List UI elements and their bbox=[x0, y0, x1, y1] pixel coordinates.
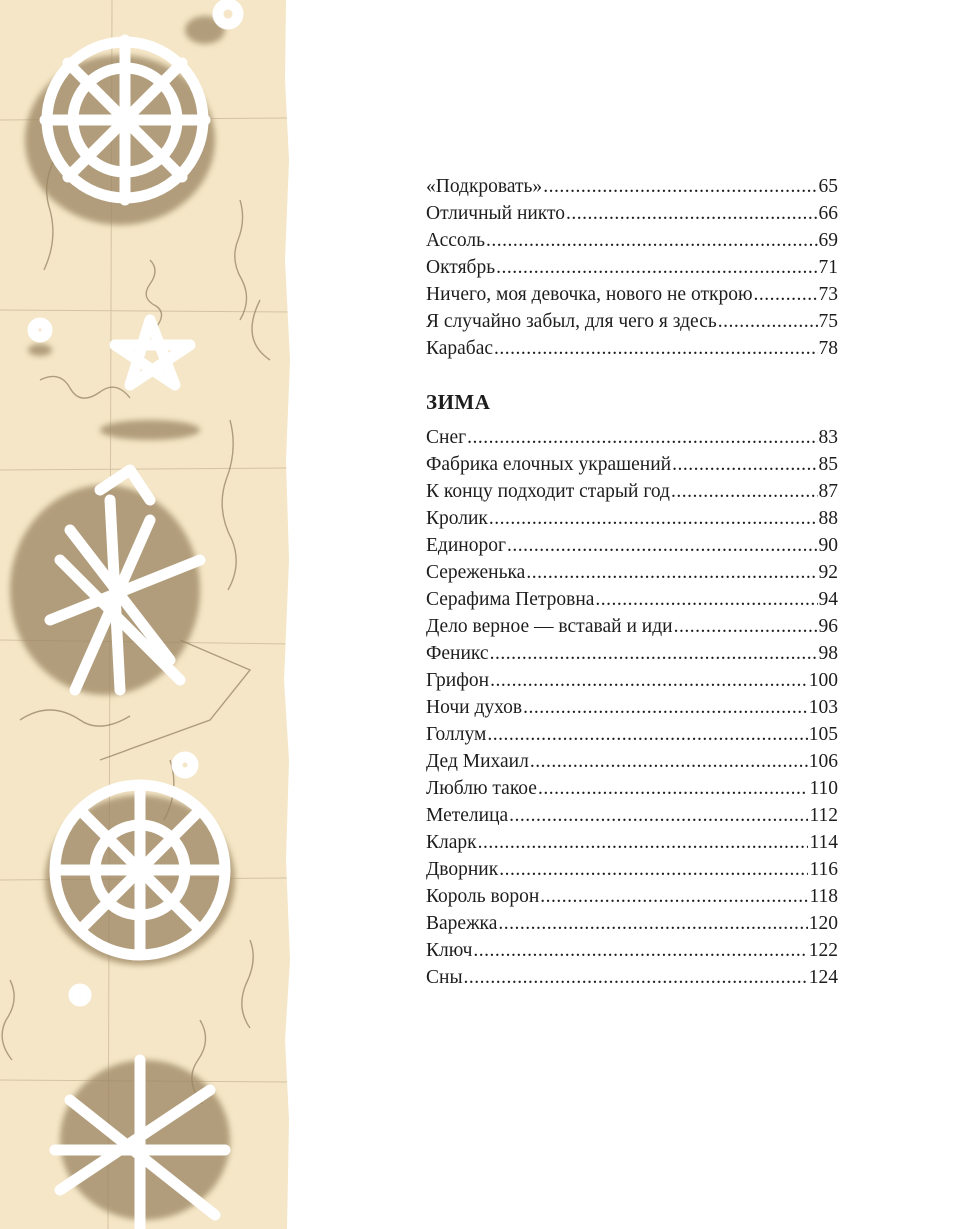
dot-leader bbox=[473, 937, 807, 964]
toc-entry-page: 112 bbox=[809, 805, 838, 826]
toc-entry-title: Кролик bbox=[426, 508, 488, 529]
toc-entry-page: 88 bbox=[818, 508, 838, 529]
toc-entry[interactable] bbox=[426, 335, 838, 362]
toc-entry-title: К концу подходит старый год bbox=[426, 481, 670, 502]
toc-entry-title: Карабас bbox=[426, 338, 494, 359]
toc-entry[interactable] bbox=[426, 937, 838, 964]
toc-entry-page: 114 bbox=[809, 832, 838, 853]
dot-leader bbox=[486, 227, 817, 254]
toc-entry-title: Сереженька bbox=[426, 562, 526, 583]
toc-entry-title: Король ворон bbox=[426, 886, 540, 907]
toc-entry-title: Октябрь bbox=[426, 257, 496, 278]
toc-entry[interactable] bbox=[426, 748, 838, 775]
toc-entry[interactable] bbox=[426, 775, 838, 802]
toc-entry[interactable] bbox=[426, 532, 838, 559]
toc-entry[interactable] bbox=[426, 424, 838, 451]
toc-entry[interactable] bbox=[426, 613, 838, 640]
toc-entry[interactable] bbox=[426, 721, 838, 748]
toc-entry-title: Ночи духов bbox=[426, 697, 523, 718]
toc-entry-page: 85 bbox=[818, 454, 838, 475]
toc-entry[interactable] bbox=[426, 802, 838, 829]
dot-leader bbox=[490, 640, 818, 667]
dot-leader bbox=[754, 281, 818, 308]
toc-entry-page: 71 bbox=[818, 257, 838, 278]
toc-entry-title: Дед Михаил bbox=[426, 751, 529, 772]
dot-leader bbox=[496, 254, 817, 281]
toc-entry[interactable] bbox=[426, 694, 838, 721]
toc-entry-page: 66 bbox=[818, 203, 838, 224]
dot-leader bbox=[509, 802, 808, 829]
toc-entry-page: 110 bbox=[809, 778, 838, 799]
table-of-contents bbox=[426, 173, 838, 991]
dot-leader bbox=[543, 173, 817, 200]
dot-leader bbox=[540, 883, 808, 910]
dot-leader bbox=[595, 586, 817, 613]
toc-entry[interactable] bbox=[426, 910, 838, 937]
toc-entry[interactable] bbox=[426, 559, 838, 586]
toc-entry-page: 78 bbox=[818, 338, 838, 359]
toc-entry[interactable] bbox=[426, 254, 838, 281]
toc-entry-title: Отличный никто bbox=[426, 203, 566, 224]
toc-entry-title: Голлум bbox=[426, 724, 487, 745]
toc-entry[interactable] bbox=[426, 964, 838, 991]
toc-entry-title: Люблю такое bbox=[426, 778, 537, 799]
section-heading-winter: ЗИМА bbox=[426, 390, 491, 414]
toc-entry-title: «Подкровать» bbox=[426, 176, 543, 197]
toc-entry-page: 124 bbox=[808, 967, 838, 988]
dot-leader bbox=[464, 964, 808, 991]
snowflake-illustration bbox=[0, 0, 292, 1229]
toc-entry-title: Сны bbox=[426, 967, 463, 988]
toc-entry-title: Ничего, моя девочка, нового не открою bbox=[426, 284, 753, 305]
dot-leader bbox=[487, 721, 807, 748]
toc-entry[interactable] bbox=[426, 667, 838, 694]
toc-entry-title: Снег bbox=[426, 427, 467, 448]
dot-leader bbox=[671, 478, 818, 505]
toc-entry[interactable] bbox=[426, 505, 838, 532]
toc-list-winter bbox=[426, 424, 838, 991]
dot-leader bbox=[478, 829, 809, 856]
dot-leader bbox=[498, 910, 807, 937]
toc-entry-title: Ключ bbox=[426, 940, 473, 961]
toc-entry-title: Фабрика елочных украшений bbox=[426, 454, 672, 475]
toc-entry-page: 69 bbox=[818, 230, 838, 251]
dot-leader bbox=[489, 505, 818, 532]
toc-entry[interactable] bbox=[426, 451, 838, 478]
toc-entry[interactable] bbox=[426, 200, 838, 227]
toc-entry-title: Дело верное — вставай и иди bbox=[426, 616, 673, 637]
dot-leader bbox=[490, 667, 808, 694]
toc-entry-title: Феникс bbox=[426, 643, 489, 664]
toc-entry-title: Серафима Петровна bbox=[426, 589, 595, 610]
toc-entry-title: Ассоль bbox=[426, 230, 486, 251]
dot-leader bbox=[523, 694, 808, 721]
toc-entry-page: 118 bbox=[809, 886, 838, 907]
toc-entry[interactable] bbox=[426, 173, 838, 200]
dot-leader bbox=[507, 532, 818, 559]
toc-list-autumn bbox=[426, 173, 838, 362]
toc-entry-title: Метелица bbox=[426, 805, 509, 826]
toc-entry[interactable] bbox=[426, 227, 838, 254]
dot-leader bbox=[494, 335, 817, 362]
toc-entry-page: 103 bbox=[808, 697, 838, 718]
dot-leader bbox=[538, 775, 809, 802]
toc-entry[interactable] bbox=[426, 856, 838, 883]
toc-entry-title: Дворник bbox=[426, 859, 499, 880]
toc-entry[interactable] bbox=[426, 478, 838, 505]
toc-entry-page: 116 bbox=[809, 859, 838, 880]
dot-leader bbox=[530, 748, 808, 775]
toc-entry[interactable] bbox=[426, 829, 838, 856]
dot-leader bbox=[672, 451, 817, 478]
decorative-illustration-strip bbox=[0, 0, 292, 1229]
toc-entry-title: Я случайно забыл, для чего я здесь bbox=[426, 311, 717, 332]
toc-entry-page: 92 bbox=[818, 562, 838, 583]
toc-entry-page: 73 bbox=[818, 284, 838, 305]
toc-entry[interactable] bbox=[426, 308, 838, 335]
toc-entry-page: 75 bbox=[818, 311, 838, 332]
dot-leader bbox=[526, 559, 817, 586]
toc-entry-page: 87 bbox=[818, 481, 838, 502]
toc-entry-title: Единорог bbox=[426, 535, 506, 556]
toc-entry-page: 94 bbox=[818, 589, 838, 610]
toc-entry[interactable] bbox=[426, 281, 838, 308]
toc-entry-page: 98 bbox=[818, 643, 838, 664]
toc-entry-page: 106 bbox=[808, 751, 838, 772]
toc-entry-page: 120 bbox=[808, 913, 838, 934]
toc-entry[interactable] bbox=[426, 640, 838, 667]
toc-entry-page: 96 bbox=[818, 616, 838, 637]
toc-entry-page: 122 bbox=[808, 940, 838, 961]
toc-entry-title: Варежка bbox=[426, 913, 498, 934]
toc-entry-page: 90 bbox=[818, 535, 838, 556]
toc-entry-page: 65 bbox=[818, 176, 838, 197]
dot-leader bbox=[674, 613, 818, 640]
toc-entry-page: 100 bbox=[808, 670, 838, 691]
toc-entry[interactable] bbox=[426, 586, 838, 613]
toc-entry[interactable] bbox=[426, 883, 838, 910]
dot-leader bbox=[718, 308, 818, 335]
dot-leader bbox=[499, 856, 808, 883]
dot-leader bbox=[467, 424, 817, 451]
toc-entry-page: 105 bbox=[808, 724, 838, 745]
toc-entry-title: Грифон bbox=[426, 670, 490, 691]
toc-entry-page: 83 bbox=[818, 427, 838, 448]
dot-leader bbox=[566, 200, 817, 227]
toc-entry-title: Кларк bbox=[426, 832, 477, 853]
